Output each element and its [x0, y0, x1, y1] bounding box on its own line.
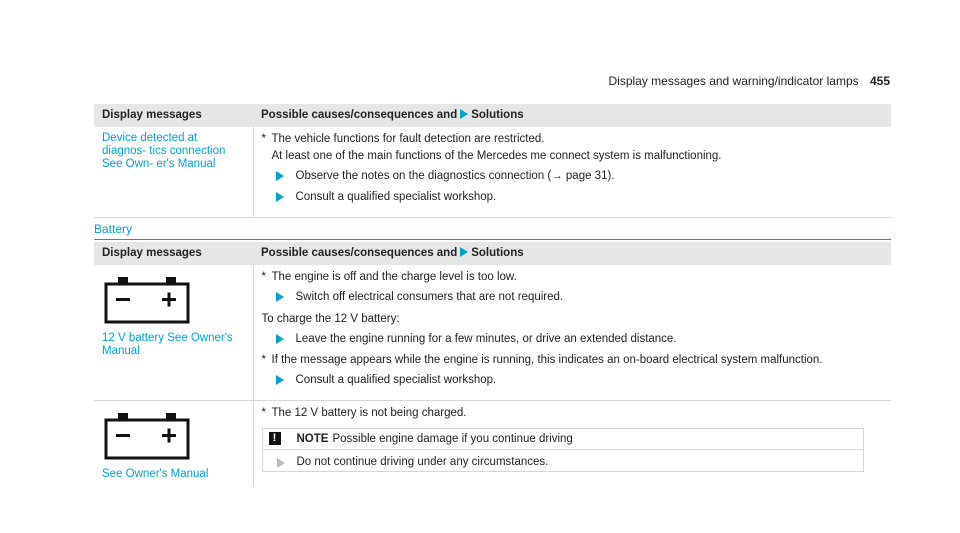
table-row: [94, 127, 891, 218]
table-row: [94, 401, 891, 488]
charge-text: To charge the 12 V battery:: [261, 313, 400, 325]
step-arrow-icon: [276, 192, 284, 202]
battery-icon: [104, 412, 190, 460]
col-header-messages: Display messages: [94, 242, 253, 265]
note-header: [263, 429, 863, 450]
display-message: Device detected at diagnos- tics connection See Own- er's Manual: [102, 132, 226, 170]
solution-step: Leave the engine running for a few minutes, or drive an extended distance.: [262, 332, 884, 346]
step-arrow-icon: [276, 334, 284, 344]
note-label: NOTE: [296, 433, 329, 445]
solution-arrow-icon: [460, 247, 468, 257]
cause-item: * The 12 V battery is not being charged.: [261, 407, 467, 419]
col-header-causes: Possible causes/consequences and Solutions: [253, 104, 891, 127]
cause-item: * The engine is off and the charge level is too low.: [261, 271, 517, 283]
display-message: 12 V battery See Owner's Manual: [102, 332, 233, 357]
col-header-messages: Display messages: [94, 104, 253, 127]
diagnostics-table: [94, 104, 891, 218]
section-title: Battery: [94, 222, 891, 240]
cause-detail: At least one of the main functions of the Mercedes me connect system is malfunctioning.: [271, 150, 722, 162]
cause-item: * If the message appears while the engine is running, this indicates an on-board electrical system malfunction.: [261, 354, 823, 366]
step-arrow-icon: [276, 375, 284, 385]
solution-arrow-icon: [460, 109, 468, 119]
battery-table: [94, 242, 891, 487]
step-arrow-icon: [276, 292, 284, 302]
note-step: Do not continue driving under any circumstances.: [263, 450, 863, 471]
solution-step: Observe the notes on the diagnostics connection (→ page 31).: [262, 169, 884, 183]
page-header: [609, 74, 891, 88]
display-message: See Owner's Manual: [102, 468, 209, 480]
step-arrow-icon: [277, 458, 285, 468]
solution-step: Switch off electrical consumers that are not required.: [262, 290, 884, 304]
col-header-causes: Possible causes/consequences and Solutions: [253, 242, 891, 265]
table-row: [94, 265, 891, 401]
page-number: 455: [869, 74, 890, 88]
note-box: [262, 428, 864, 472]
solution-step: Consult a qualified specialist workshop.: [262, 373, 884, 387]
step-arrow-icon: [276, 171, 284, 181]
battery-icon: [104, 276, 190, 324]
note-text: Possible engine damage if you continue driving: [332, 433, 573, 445]
cause-item: * The vehicle functions for fault detection are restricted.: [261, 133, 545, 145]
warning-icon: !: [269, 432, 281, 445]
solution-step: Consult a qualified specialist workshop.: [262, 190, 884, 204]
header-title: Display messages and warning/indicator lamps: [608, 74, 859, 88]
